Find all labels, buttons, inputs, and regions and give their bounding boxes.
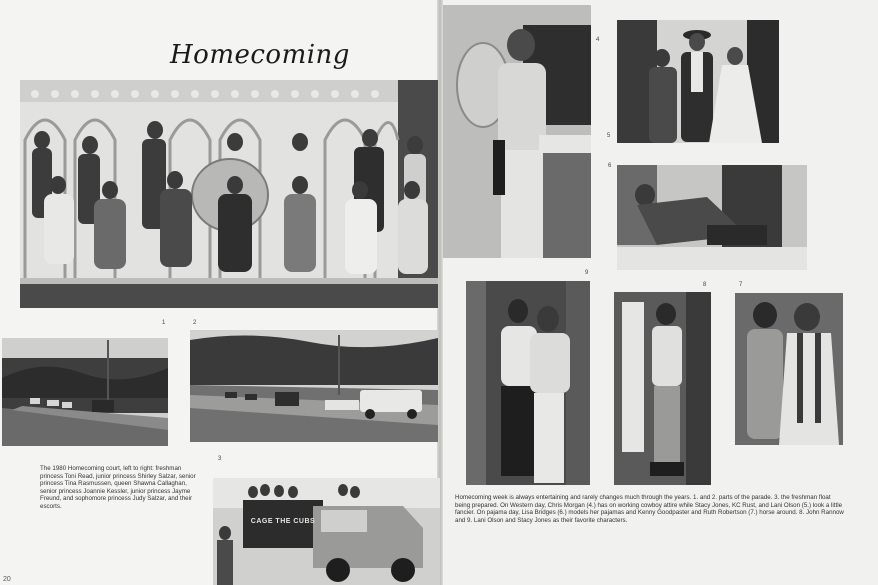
photo-number-6: 6 <box>608 163 612 169</box>
photo-number-9: 9 <box>585 270 589 276</box>
characters-photo-pair <box>466 281 590 485</box>
court-caption: The 1980 Homecoming court, left to right: freshman princess Toni Read, junior princess Shirley Salzar, senior princess Tina Rasmussen, queen Shawna Callaghan, senior princess Joannie Kessler, junior princess Jayme Freund, and sophomore princess Judy Salzar, and their escorts. <box>40 465 196 510</box>
parade-photo-2 <box>190 330 438 442</box>
photo-number-2: 2 <box>193 320 197 326</box>
float-sign: CAGE THE CUBS <box>250 518 316 525</box>
photo-number-7: 7 <box>739 282 743 288</box>
freshman-float-photo <box>213 478 440 585</box>
photo-number-5: 5 <box>607 133 611 139</box>
photo-number-3: 3 <box>218 456 222 462</box>
photo-number-8: 8 <box>703 282 707 288</box>
photo-number-4: 4 <box>596 37 600 43</box>
homecoming-week-caption: Homecoming week is always entertaining and rarely changes much through the years. 1. and 2. parts of the parade. 3. the freshman float being prepared. On Western day, Chris Morgan (4.) has on working cowboy attire while Stacy Jones, KC Rust, and Lani Olson (5.) look a little fancier. On pajama day, Lisa Bridges (6.) models her pajamas and Kenny Goodpaster and Ruth Robertson (7.) horse around. 8. John Rannow and 9. Lani Olson and Stacy Jones as their favorite characters. <box>455 494 844 524</box>
western-day-photo <box>617 20 779 143</box>
costume-photo-8 <box>614 292 711 485</box>
page-title: Homecoming <box>170 40 350 70</box>
photo-number-1: 1 <box>162 320 166 326</box>
page-number: 20 <box>3 576 11 583</box>
homecoming-court-photo <box>20 80 438 308</box>
cowboy-photo <box>443 5 591 258</box>
parade-photo-1 <box>2 338 168 446</box>
horse-around-photo <box>735 293 843 445</box>
pajama-day-photo <box>617 165 807 270</box>
